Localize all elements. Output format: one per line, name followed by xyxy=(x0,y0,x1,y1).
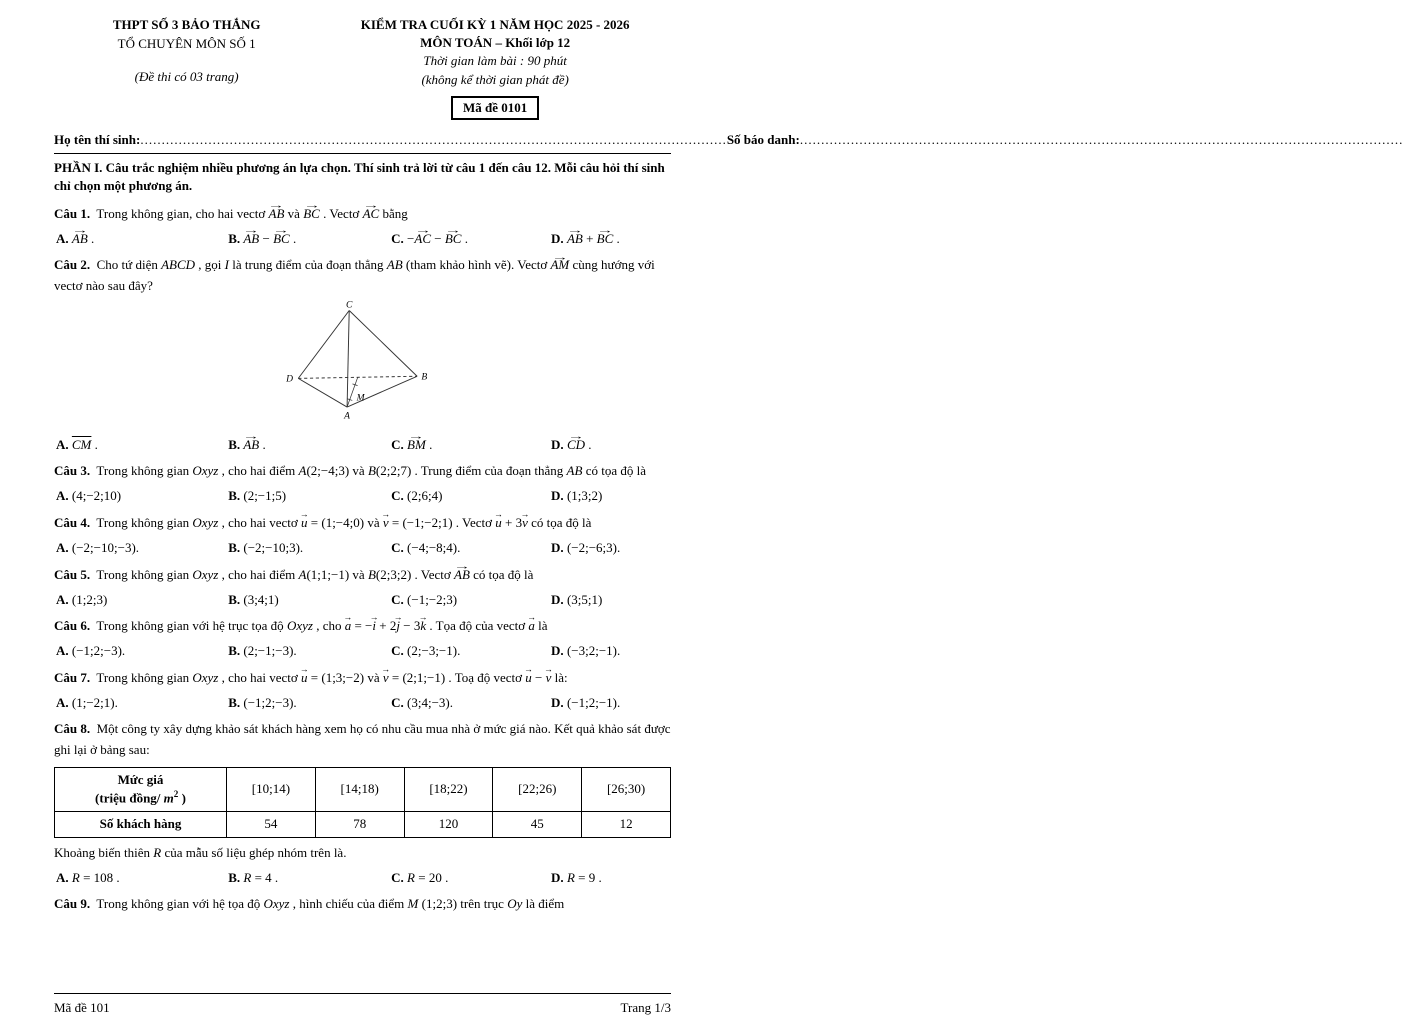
figure-label-A: A xyxy=(343,410,350,422)
question-stem: Câu 9. Trong không gian với hệ tọa độ Oxyz , hình chiếu của điểm M (1;2;3) trên trục Oy là điểm xyxy=(54,896,565,912)
options-row xyxy=(54,637,671,661)
option-C: C. (−1;−2;3) xyxy=(391,591,458,607)
survey-table xyxy=(54,767,671,838)
question-stem: Câu 7. Trong không gian Oxyz , cho hai vectơ → u = (1;3;−2) và → v = (2;1;−1) . Toạ độ vectơ → u − → v là: xyxy=(54,668,671,688)
figure-label-B: B xyxy=(420,371,427,383)
question-number: Câu 7. xyxy=(54,669,91,685)
option-D: D. (1;3;2) xyxy=(551,488,603,504)
table-count-cell: 12 xyxy=(582,811,671,837)
option-B: B. R = 4 . xyxy=(228,869,279,885)
option-A: A. (1;2;3) xyxy=(56,591,108,607)
question-number: Câu 1. xyxy=(54,205,91,221)
department-name: TỔ CHUYÊN MÔN SỐ 1 xyxy=(117,35,256,51)
footer-exam-code: Mã đề 101 xyxy=(54,1000,110,1015)
table-header-count: Số khách hàng xyxy=(55,811,227,837)
table-interval-cell: [22;26) xyxy=(493,767,582,811)
question-post-text: Khoảng biến thiên R của mẫu số liệu ghép nhóm trên là. xyxy=(54,844,347,860)
tetrahedron-figure xyxy=(54,299,671,428)
option-C: C. (3;4;−3). xyxy=(391,694,454,710)
option-C: C. −→ AC − → BC . xyxy=(391,229,551,249)
option-B: B. → AB − → BC . xyxy=(228,229,391,249)
options-row xyxy=(54,586,671,610)
table-interval-cell: [10;14) xyxy=(227,767,316,811)
dotted-line: .............................................................................................................................................. xyxy=(799,131,1403,147)
options-row xyxy=(54,482,671,506)
header-divider xyxy=(54,153,671,154)
question-5 xyxy=(54,565,671,610)
option-A: A. $\overline{CM}$ . xyxy=(56,436,98,452)
question-number: Câu 8. xyxy=(54,721,91,737)
option-D: D. (−2;−6;3). xyxy=(551,540,621,556)
question-number: Câu 5. xyxy=(54,566,91,582)
question-stem: Câu 5. Trong không gian Oxyz , cho hai điểm A(1;1;−1) và B(2;3;2) . Vectơ → AB có tọa độ là xyxy=(54,565,671,585)
question-number: Câu 3. xyxy=(54,463,91,479)
question-number: Câu 4. xyxy=(54,514,91,530)
questions xyxy=(54,199,671,922)
option-B: B. (2;−1;5) xyxy=(228,488,287,504)
question-stem: Câu 8. Một công ty xây dựng khảo sát khách hàng xem họ có nhu cầu mua nhà ở mức giá nào. Kết quả khảo sát được ghi lại ở bảng sau: xyxy=(54,721,671,757)
duration-note: (không kể thời gian phát đề) xyxy=(421,71,569,87)
option-C: C. R = 20 . xyxy=(391,869,449,885)
question-4 xyxy=(54,513,671,558)
option-B: B. (−1;2;−3). xyxy=(228,694,297,710)
page-footer xyxy=(54,988,671,1016)
table-interval-cell: [14;18) xyxy=(315,767,404,811)
figure-label-M: M xyxy=(356,392,365,404)
question-stem: Câu 1. Trong không gian, cho hai vectơ → AB và → BC . Vectơ → AC bằng xyxy=(54,204,671,224)
option-C: C. → BM . xyxy=(391,435,551,455)
options-row xyxy=(54,534,671,558)
option-C: C. (2;−3;−1). xyxy=(391,643,461,659)
footer-divider xyxy=(54,993,671,994)
question-8 xyxy=(54,719,671,887)
question-number: Câu 2. xyxy=(54,257,91,273)
part1-heading: PHẦN I. Câu trắc nghiệm nhiều phương án lựa chọn. Thí sinh trả lời từ câu 1 đến câu 12. Mỗi câu hỏi thí sinh chỉ chọn một phương án. xyxy=(54,159,665,193)
table-header-price: Mức giá (triệu đồng/ $m^2$ ) xyxy=(55,767,227,811)
option-B: B. (2;−1;−3). xyxy=(228,643,297,659)
option-A: A. R = 108 . xyxy=(56,869,120,885)
school-name: THPT SỐ 3 BẢO THẮNG xyxy=(112,17,261,32)
table-count-cell: 120 xyxy=(404,811,493,837)
options-row xyxy=(54,431,671,455)
option-B: B. (3;4;1) xyxy=(228,591,279,607)
exam-code-box: Mã đề 0101 xyxy=(451,96,539,120)
table-count-cell: 45 xyxy=(493,811,582,837)
question-6 xyxy=(54,616,671,661)
option-B: B. (−2;−10;3). xyxy=(228,540,304,556)
figure-label-D: D xyxy=(285,373,293,385)
option-D: D. (−1;2;−1). xyxy=(551,694,621,710)
exam-header xyxy=(54,16,671,120)
question-1 xyxy=(54,204,671,249)
option-A: A. (4;−2;10) xyxy=(56,488,122,504)
question-number: Câu 6. xyxy=(54,618,91,634)
question-7 xyxy=(54,668,671,713)
student-id-label: Số báo danh: xyxy=(726,131,800,147)
option-D: D. R = 9 . xyxy=(551,869,602,885)
header-left xyxy=(54,16,319,120)
option-A: A. (−1;2;−3). xyxy=(56,643,126,659)
footer-page-number: Trang 1/3 xyxy=(620,1000,671,1015)
question-number: Câu 9. xyxy=(54,896,91,912)
option-C: C. (2;6;4) xyxy=(391,488,443,504)
option-D: D. (3;5;1) xyxy=(551,591,603,607)
option-A: A. (−2;−10;−3). xyxy=(56,540,140,556)
option-D: D. (−3;2;−1). xyxy=(551,643,621,659)
options-row xyxy=(54,689,671,713)
question-2 xyxy=(54,255,671,454)
tetrahedron-svg xyxy=(279,299,447,424)
exam-subject: MÔN TOÁN – Khối lớp 12 xyxy=(420,35,571,51)
student-info-line xyxy=(54,131,1403,148)
pages-note: (Đề thi có 03 trang) xyxy=(134,68,239,84)
exam-title: KIỂM TRA CUỐI KỲ 1 NĂM HỌC 2025 - 2026 xyxy=(360,17,630,32)
question-stem: Câu 4. Trong không gian Oxyz , cho hai vectơ → u = (1;−4;0) và → v = (−1;−2;1) . Vectơ → u + 3→ v có tọa độ là xyxy=(54,513,671,533)
table-interval-cell: [26;30) xyxy=(582,767,671,811)
table-interval-cell: [18;22) xyxy=(404,767,493,811)
question-3 xyxy=(54,461,671,506)
options-row xyxy=(54,225,671,249)
option-B: B. → AB . xyxy=(228,435,391,455)
question-9 xyxy=(54,894,671,914)
option-A: A. (1;−2;1). xyxy=(56,694,118,710)
option-D: D. → CD . xyxy=(551,435,671,455)
question-stem: Câu 2. Cho tứ diện ABCD , gọi I là trung điểm của đoạn thẳng AB (tham khảo hình vẽ). Vectơ → AM cùng hướng với vectơ nào sau đây? xyxy=(54,255,671,295)
question-stem: Câu 3. Trong không gian Oxyz , cho hai điểm A(2;−4;3) và B(2;2;7) . Trung điểm của đoạn thẳng AB có tọa độ là xyxy=(54,463,646,479)
student-name-label: Họ tên thí sinh: xyxy=(54,131,141,147)
table-count-cell: 54 xyxy=(227,811,316,837)
option-D: D. → AB + → BC . xyxy=(551,229,671,249)
header-right xyxy=(319,16,671,120)
dotted-line: .......................................................................................................................................... xyxy=(140,131,727,147)
table-count-cell: 78 xyxy=(315,811,404,837)
question-stem: Câu 6. Trong không gian với hệ trục tọa độ Oxyz , cho → a = −→ i + 2→ j − 3→ k . Tọa độ của vectơ → a là xyxy=(54,616,671,636)
option-C: C. (−4;−8;4). xyxy=(391,540,461,556)
exam-duration: Thời gian làm bài : 90 phút xyxy=(423,53,567,69)
option-A: A. → AB . xyxy=(56,229,228,249)
options-row xyxy=(54,864,671,888)
figure-label-C: C xyxy=(345,299,352,311)
